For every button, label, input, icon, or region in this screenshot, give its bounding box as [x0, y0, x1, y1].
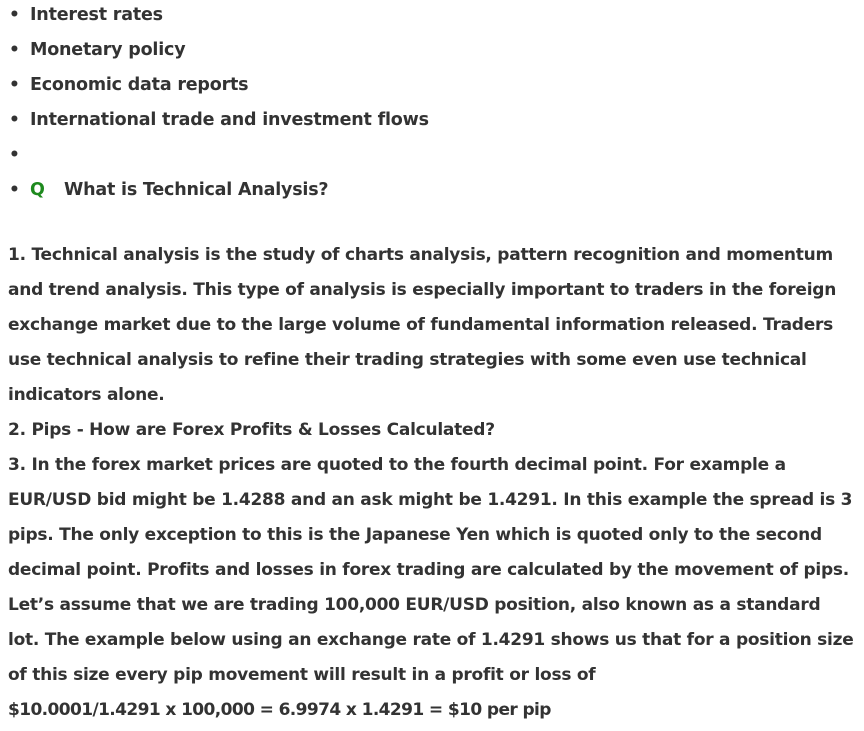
list-item-label: Monetary policy [30, 40, 186, 60]
list-item [0, 70, 864, 105]
bullet-icon: • [9, 110, 20, 130]
list-item [0, 0, 864, 35]
question-item[interactable] [0, 175, 864, 210]
answer-body [8, 238, 856, 728]
list-item-empty [0, 140, 864, 175]
list-item [0, 105, 864, 140]
factor-list [0, 0, 864, 210]
list-item [0, 35, 864, 70]
list-item-label: Economic data reports [30, 75, 249, 95]
pip-formula: $10.0001/1.4291 x 100,000 = 6.9974 x 1.4291 = $10 per pip [8, 700, 551, 720]
list-item-label: International trade and investment flows [30, 110, 429, 130]
answer-paragraph-3: 3. In the forex market prices are quoted to the fourth decimal point. For example a EUR/USD bid might be 1.4288 and an ask might be 1.4291. In this example the spread is 3 pips. The only exception to this is the Japanese Yen which is quoted only to the second decimal point. Profits and losses in forex trading are calculated by the movement of pips. Let’s assume that we are trading 100,000 EUR/USD position, also known as a standard lot. The example below using an exchange rate of 1.4291 shows us that for a position size of this size every pip movement will result in a profit or loss of [8, 455, 854, 685]
bullet-icon: • [9, 40, 20, 60]
bullet-icon: • [9, 145, 20, 165]
question-title[interactable]: What is Technical Analysis? [64, 180, 329, 200]
answer-paragraph-1: 1. Technical analysis is the study of charts analysis, pattern recognition and momentum and trend analysis. This type of analysis is especially important to traders in the foreign exchange market due to the large volume of fundamental information released. Traders use technical analysis to refine their trading strategies with some even use technical indicators alone. [8, 245, 837, 405]
answer-paragraph-2: 2. Pips - How are Forex Profits & Losses Calculated? [8, 420, 495, 440]
list-item-label: Interest rates [30, 5, 163, 25]
bullet-icon: • [9, 75, 20, 95]
question-icon: Q [30, 180, 45, 200]
bullet-icon: • [9, 180, 20, 200]
bullet-icon: • [9, 5, 20, 25]
